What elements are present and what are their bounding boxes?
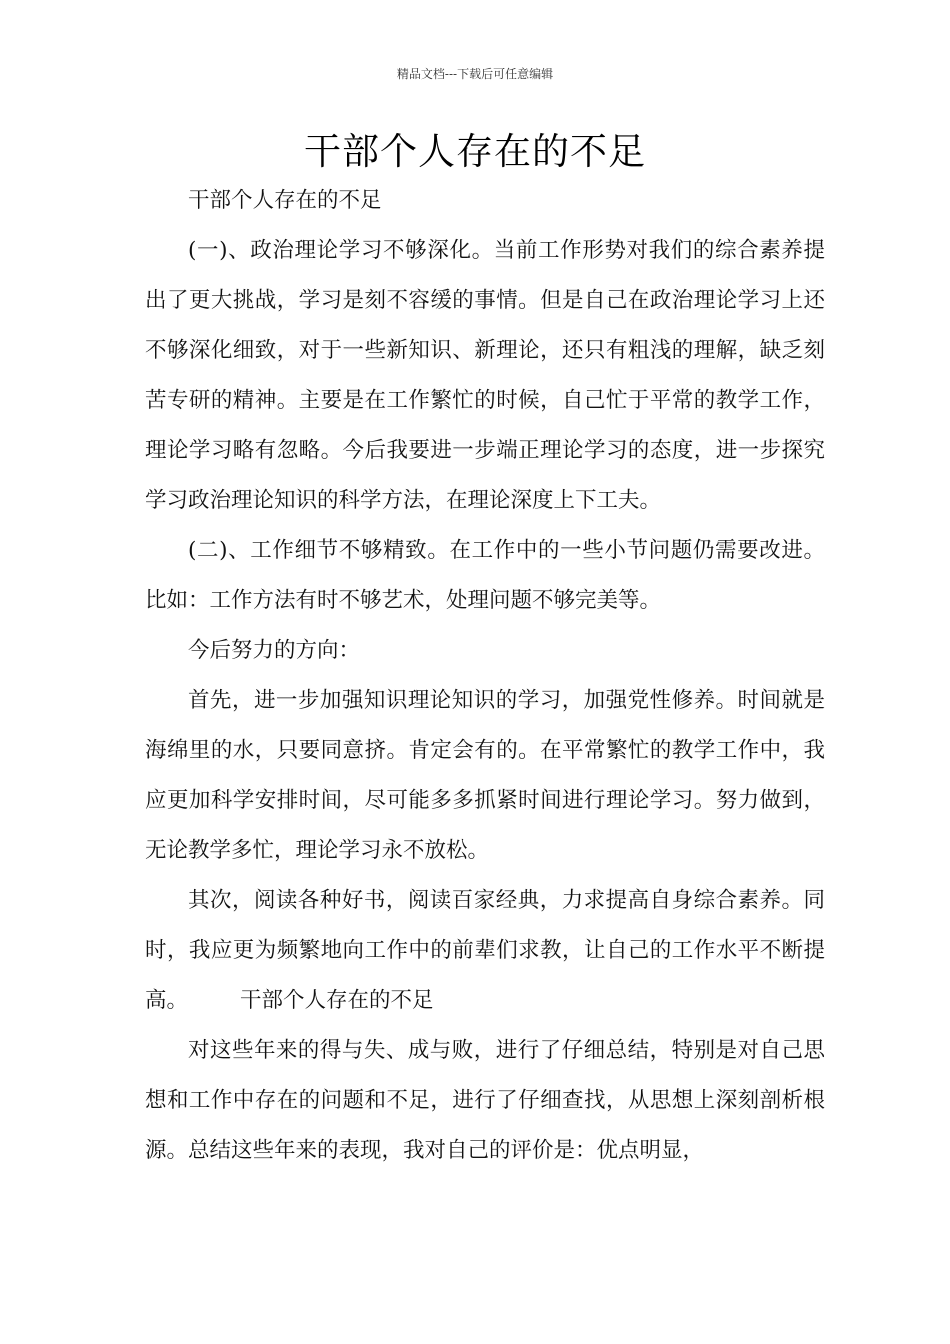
document-body — [145, 176, 825, 1176]
paragraph-second — [145, 876, 825, 1026]
paragraph-political-theory: (一)、政治理论学习不够深化。当前工作形势对我们的综合素养提出了更大挑战，学习是刻不容缓的事情。但是自己在政治理论学习上还不够深化细致，对于一些新知识、新理论，还只有粗浅的理解，缺乏刻苦专研的精神。主要是在工作繁忙的时候，自己忙于平常的教学工作，理论学习略有忽略。今后我要进一步端正理论学习的态度，进一步探究学习政治理论知识的科学方法，在理论深度上下工夫。 — [145, 238, 825, 513]
paragraph-future-direction: 今后努力的方向： — [188, 638, 361, 663]
inline-heading: 干部个人存在的不足 — [240, 988, 434, 1013]
document-title: 干部个人存在的不足 — [304, 130, 646, 173]
paragraph-subtitle: 干部个人存在的不足 — [188, 188, 382, 213]
paragraph-work-details: (二)、工作细节不够精致。在工作中的一些小节问题仍需要改进。比如：工作方法有时不够艺术，处理问题不够完美等。 — [145, 538, 825, 613]
header-note: 精品文档---下载后可任意编辑 — [396, 67, 554, 81]
paragraph-first: 首先，进一步加强知识理论知识的学习，加强党性修养。时间就是海绵里的水，只要同意挤。肯定会有的。在平常繁忙的教学工作中，我应更加科学安排时间，尽可能多多抓紧时间进行理论学习。努力做到，无论教学多忙，理论学习永不放松。 — [145, 688, 825, 863]
paragraph-summary: 对这些年来的得与失、成与败，进行了仔细总结，特别是对自己思想和工作中存在的问题和不足，进行了仔细查找，从思想上深刻剖析根源。总结这些年来的表现，我对自己的评价是：优点明显， — [145, 1038, 825, 1163]
paragraph-second-text: 其次，阅读各种好书，阅读百家经典，力求提高自身综合素养。同时，我应更为频繁地向工作中的前辈们求教，让自己的工作水平不断提高。 — [145, 888, 825, 1013]
